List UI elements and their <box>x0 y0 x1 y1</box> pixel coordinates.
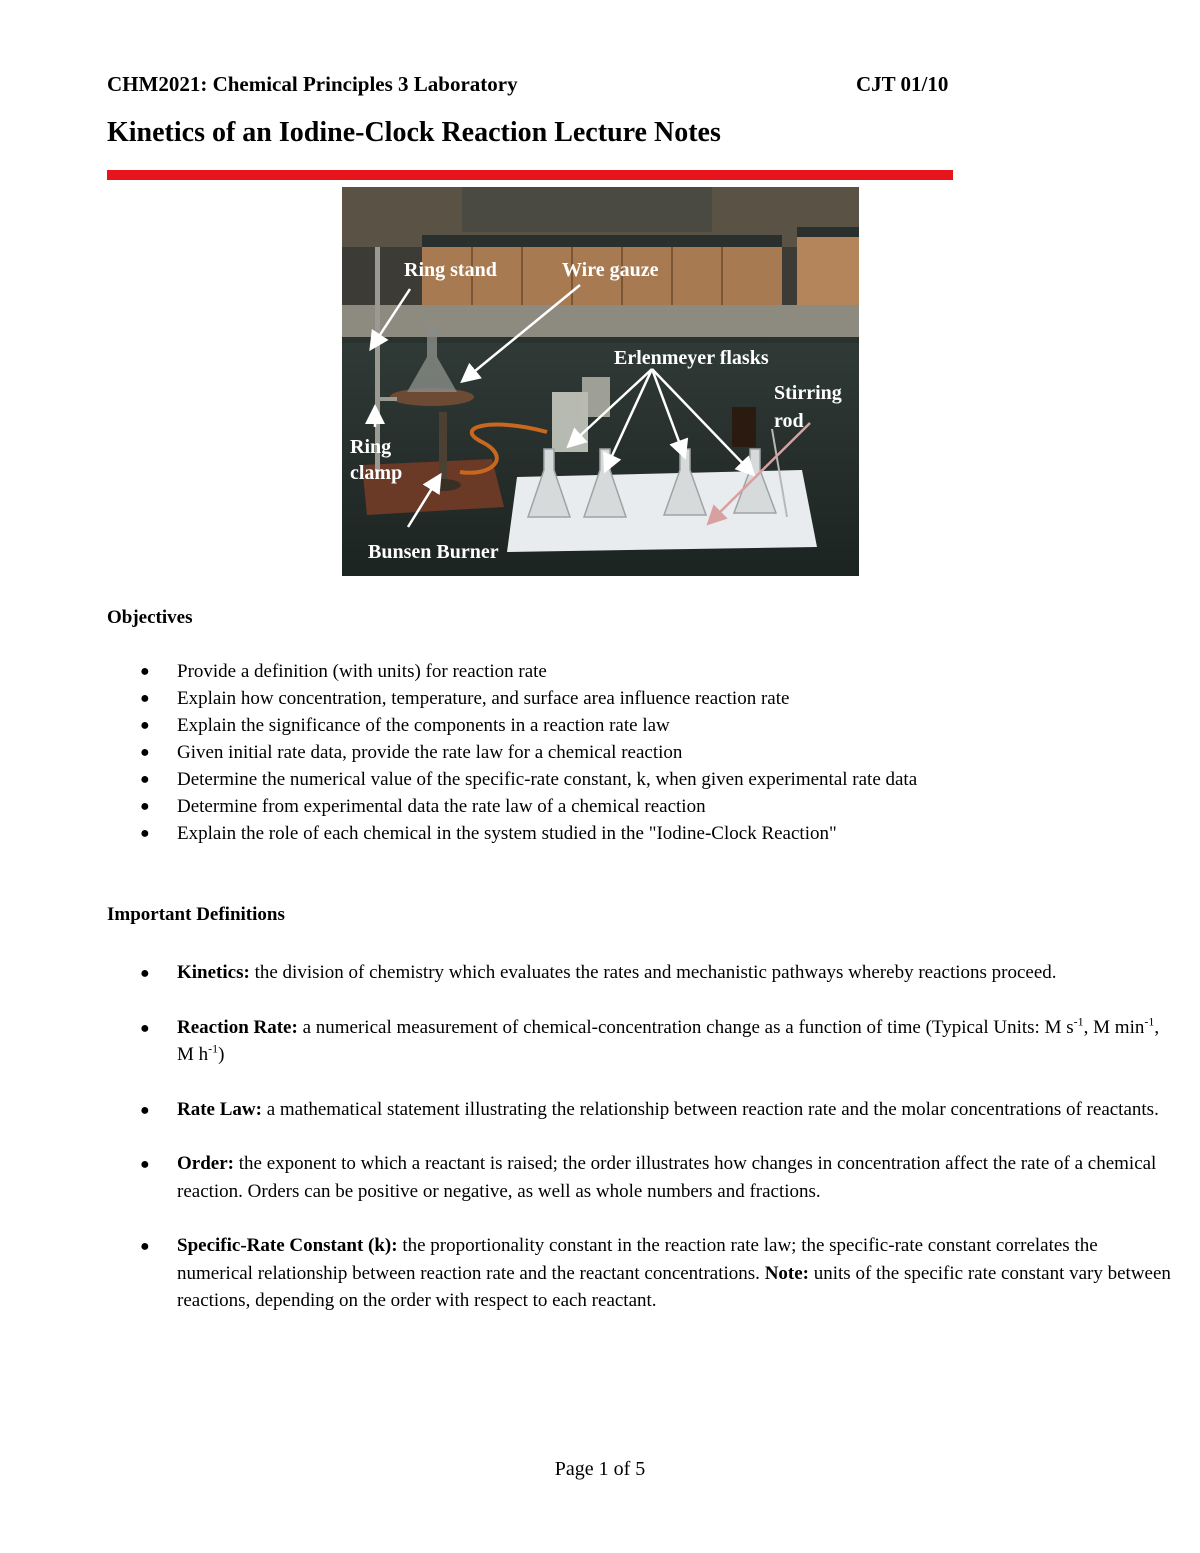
bullet-icon: ● <box>140 690 150 707</box>
bullet-icon: ● <box>140 1156 150 1173</box>
definitions-list <box>107 959 1171 1342</box>
definition-text: the division of chemistry which evaluates the rates and mechanistic pathways whereby reactions proceed. <box>249 962 1057 983</box>
definitions-heading: Important Definitions <box>107 904 285 925</box>
definition-term: Specific-Rate Constant (k): <box>177 1235 398 1256</box>
list-item: ● Provide a definition (with units) for reaction rate <box>107 658 1107 685</box>
bullet-icon: ● <box>140 744 150 761</box>
label-rod: rod <box>774 410 804 432</box>
label-wire-gauze: Wire gauze <box>562 259 659 281</box>
lab-setup-photo <box>342 187 859 576</box>
label-ring: Ring <box>350 436 392 458</box>
definition-term: Reaction Rate: <box>177 1016 298 1038</box>
course-code: CJT 01/10 <box>856 72 949 96</box>
definition-specific-rate-constant <box>107 1232 1177 1315</box>
title-rule <box>107 170 953 180</box>
bullet-icon: ● <box>140 1019 150 1037</box>
page-title: Kinetics of an Iodine-Clock Reaction Lecture Notes <box>107 117 721 148</box>
bullet-icon: ● <box>140 1101 150 1119</box>
course-header: CHM2021: Chemical Principles 3 Laboratory <box>107 72 518 96</box>
bullet-icon: ● <box>140 965 150 982</box>
definition-text: the proportionality constant in the reaction rate law; the specific-rate constant correlates the numerical relationship between reaction rate and the reactant concentrations. <box>177 1235 1098 1284</box>
list-item: ● Explain how concentration, temperature, and surface area influence reaction rate <box>107 685 1107 712</box>
list-item: ● Determine the numerical value of the specific-rate constant, k, when given experimental rate data <box>107 766 1107 793</box>
bullet-icon: ● <box>140 717 150 734</box>
label-erlenmeyer-flasks: Erlenmeyer flasks <box>614 347 769 369</box>
list-item: ● Determine from experimental data the rate law of a chemical reaction <box>107 793 1107 820</box>
bullet-icon: ● <box>140 771 150 788</box>
label-stirring: Stirring <box>774 382 842 404</box>
definition-order <box>107 1150 1177 1205</box>
bullet-icon: ● <box>140 663 150 680</box>
objectives-heading: Objectives <box>107 607 193 628</box>
objectives-list <box>107 658 1107 847</box>
list-item: ● Explain the significance of the components in a reaction rate law <box>107 712 1107 739</box>
label-clamp: clamp <box>350 462 403 484</box>
note-text: units of the specific rate constant vary between reactions, depending on the order with respect to each reactant. <box>177 1262 1171 1311</box>
definition-text: a numerical measurement of chemical-concentration change as a function of time (Typical Units: M s <box>297 1016 1074 1038</box>
definition-text: the exponent to which a reactant is raised; the order illustrates how changes in concentration affect the rate of a chemical reaction. Orders can be positive or negative, as well as whole numbers and fractions. <box>177 1153 1157 1202</box>
definition-term: Kinetics: <box>177 962 250 983</box>
note-term: Note: <box>764 1262 809 1284</box>
label-ring-stand: Ring stand <box>404 259 497 281</box>
definition-term: Order: <box>177 1153 234 1174</box>
definition-kinetics <box>107 959 1177 987</box>
definition-text: a mathematical statement illustrating the relationship between reaction rate and the molar concentrations of reactants. <box>261 1098 1159 1120</box>
list-item: ● Explain the role of each chemical in the system studied in the "Iodine-Clock Reaction" <box>107 820 1107 847</box>
page-number: Page 1 of 5 <box>554 1458 646 1480</box>
bullet-icon: ● <box>140 798 150 815</box>
label-bunsen-burner: Bunsen Burner <box>368 541 499 563</box>
definition-term: Rate Law: <box>177 1098 262 1120</box>
bullet-icon: ● <box>140 1238 150 1255</box>
definition-reaction-rate: ● Reaction Rate: a numerical measurement of chemical-concentration change as a function of time (Typical Units: M $s^{-1}$, M $\min^{-1}$, M $h^{-1}$) <box>140 1014 1160 1065</box>
definition-rate-law <box>107 1096 1177 1124</box>
list-item: ● Given initial rate data, provide the rate law for a chemical reaction <box>107 739 1107 766</box>
bullet-icon: ● <box>140 825 150 842</box>
